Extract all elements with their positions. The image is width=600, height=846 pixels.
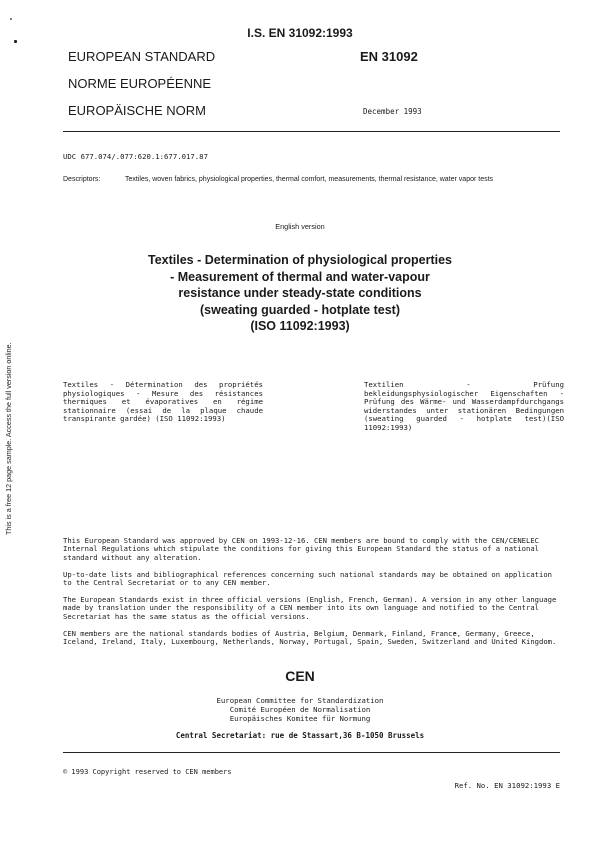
title-german: Textilien - Prüfung bekleidungsphysiologischer Eigenschaften - Prüfung des Wärme- und Wasserdampfdurchgangs widerstandes unter stationären Bedingungen (sweating guarded - hotplate test)(ISO 11092:1993)	[364, 380, 564, 432]
title-line: - Measurement of thermal and water-vapour	[170, 269, 430, 284]
title-line: (sweating guarded - hotplate test)	[199, 302, 400, 317]
footer-divider	[63, 752, 560, 753]
cen-name-en: European Committee for Standardization	[216, 696, 384, 705]
version-label: English version	[275, 222, 325, 231]
scan-mark	[14, 40, 17, 43]
cen-name-fr: Comité Européen de Normalisation	[229, 704, 371, 714]
sample-note: This is a free 12 page sample. Access the full version online.	[4, 342, 13, 535]
standard-name-en: EUROPEAN STANDARD	[68, 49, 216, 64]
publication-date: December 1993	[363, 107, 422, 116]
standard-name-de: EUROPÄISCHE NORM	[68, 103, 206, 118]
national-lists-paragraph: Up-to-date lists and bibliographical references concerning such national standards may be obtained on application to the Central Secretariat or to any CEN member.	[63, 570, 552, 588]
standard-name-fr: NORME EUROPÉENNE	[68, 76, 212, 91]
title-line: Textiles - Determination of physiological properties	[148, 253, 452, 267]
udc-code: UDC 677.074/.077:620.1:677.017.87	[63, 152, 208, 161]
versions-paragraph: The European Standards exist in three official versions (English, French, German). A version in any other language made by translation under the responsibility of a CEN member into its own language and notified to the Central Secretariat has the same status as the official versions.	[63, 595, 557, 621]
document-title	[130, 252, 470, 335]
reference-number: Ref. No. EN 31092:1993 E	[454, 781, 560, 790]
document-id: I.S. EN 31092:1993	[247, 26, 353, 40]
title-french: Textiles - Détermination des propriétés physiologiques - Mesure des résistances thermiques et évaporatives en régime stationnaire (essai de la plaque chaude transpirante gardée) (ISO 11092:1993)	[63, 380, 263, 424]
scan-mark	[10, 18, 12, 20]
title-line: resistance under steady-state conditions	[178, 286, 422, 300]
copyright-notice: © 1993 Copyright reserved to CEN members	[63, 768, 232, 776]
members-paragraph: CEN members are the national standards bodies of Austria, Belgium, Denmark, Finland, France, Germany, Greece, Iceland, Ireland, Italy, Luxembourg, Netherlands, Norway, Portugal, Spain, Sweden, Switzerland and United Kingdom.	[63, 629, 557, 647]
descriptors-text: Textiles, woven fabrics, physiological properties, thermal comfort, measurements, thermal resistance, water vapor tests	[125, 176, 494, 183]
cen-name-de: Europäisches Komitee für Normung	[229, 713, 371, 723]
cen-logo-text: CEN	[285, 668, 315, 684]
approval-paragraph: This European Standard was approved by CEN on 1993-12-16. CEN members are bound to comply with the CEN/CENELEC Internal Regulations which stipulate the conditions for giving this European Standard the status of a national standard without any alteration.	[63, 536, 539, 562]
central-secretariat: Central Secretariat: rue de Stassart,36 B-1050 Brussels	[175, 731, 425, 740]
cen-names	[0, 697, 600, 723]
descriptors-label: Descriptors:	[63, 176, 101, 183]
title-line: (ISO 11092:1993)	[250, 319, 350, 333]
standard-number: EN 31092	[360, 49, 418, 64]
header-divider	[63, 131, 560, 132]
